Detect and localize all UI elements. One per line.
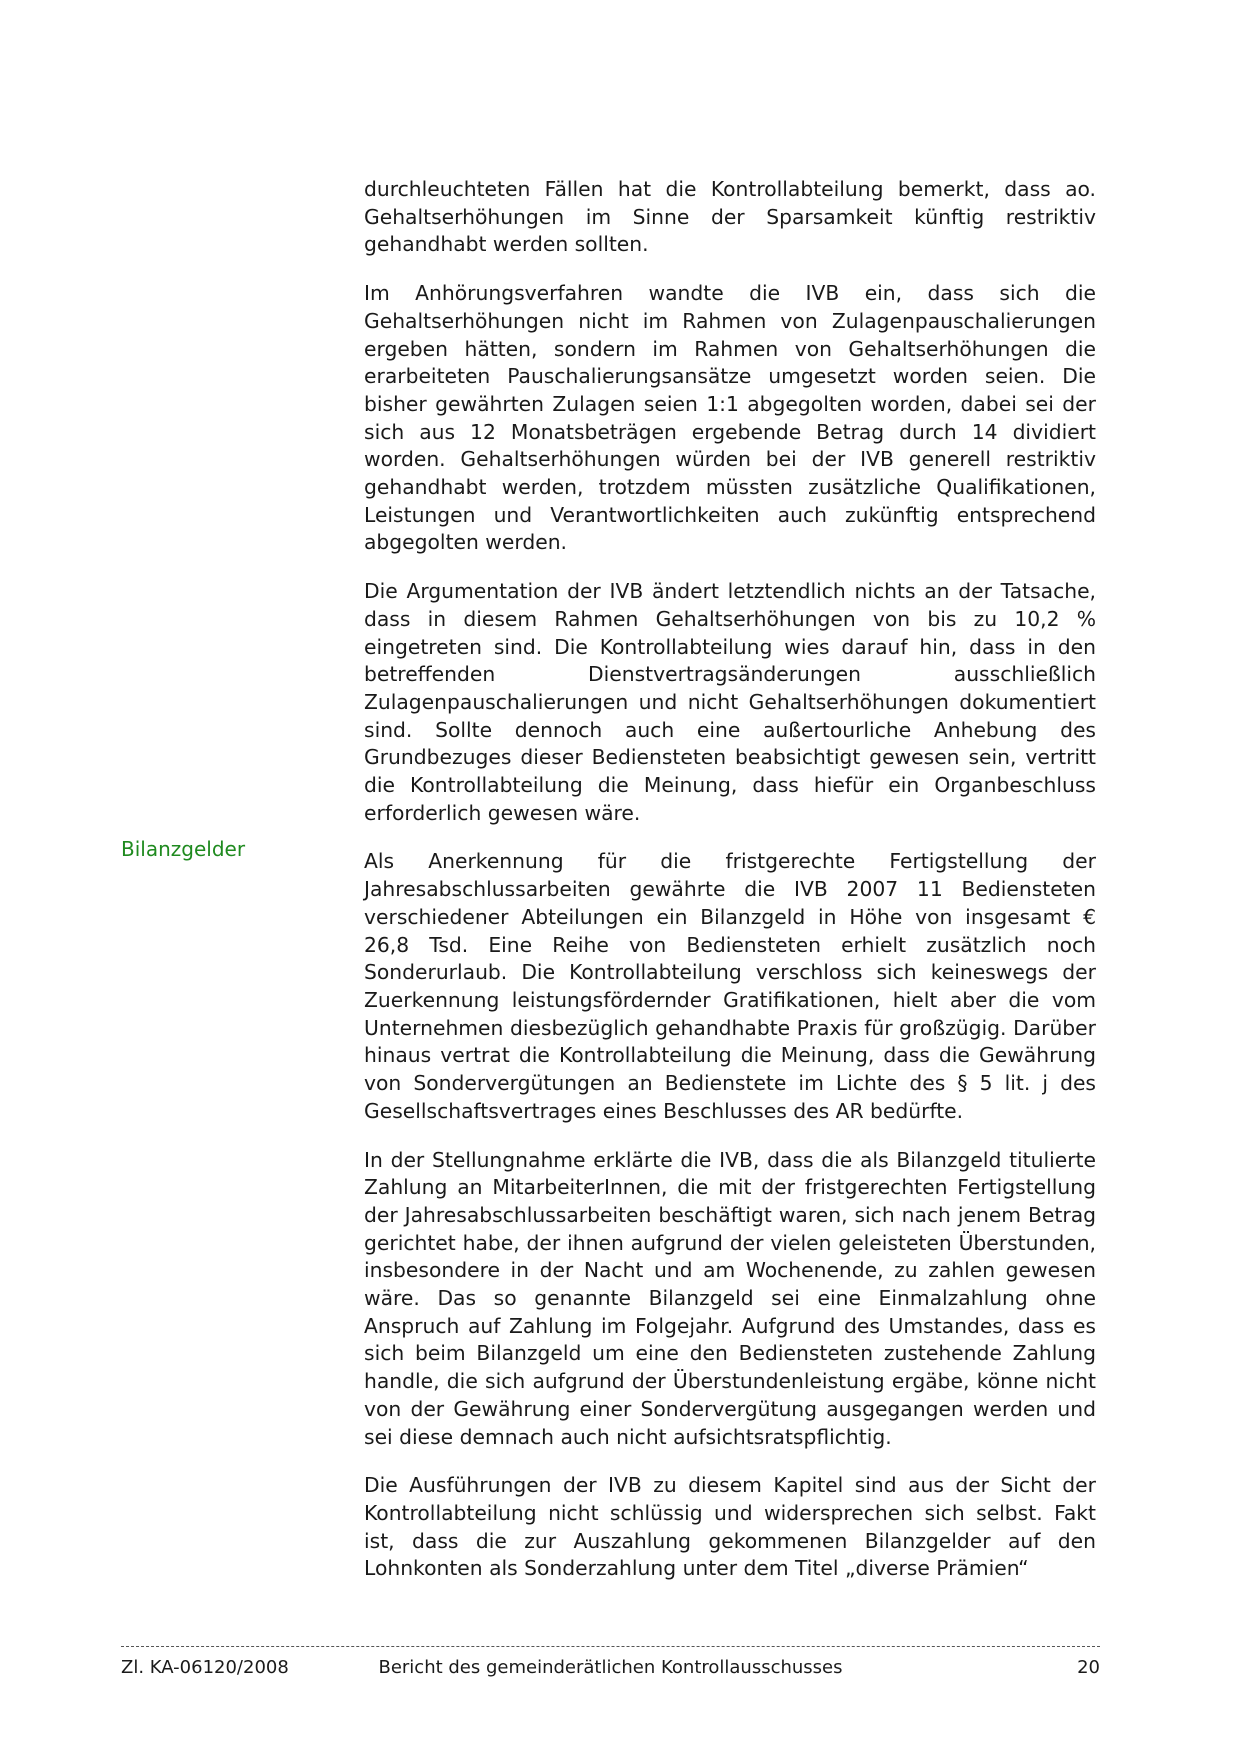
footer-divider [121, 1646, 1100, 1647]
paragraph-2: Im Anhörungsverfahren wandte die IVB ein, dass sich die Gehaltserhöhungen nicht im Rahmen von Zulagenpauschalierungen ergeben hätten, sondern im Rahmen von Gehaltserhöhungen die erarbeiteten Pauschalierungsansätze umgesetzt worden seien. Die bisher gewährten Zulagen seien 1:1 abgegolten worden, dabei sei der sich aus 12 Monatsbeträgen ergebende Betrag durch 14 dividiert worden. Gehaltserhöhungen würden bei der IVB generell restriktiv gehandhabt werden, trotzdem müssten zusätzliche Qualifikationen, Leistungen und Verantwortlichkeiten auch zukünftig entsprechend abgegolten werden. [364, 281, 1096, 555]
page-number: 20 [1077, 1657, 1100, 1678]
paragraph-6: Die Ausführungen der IVB zu diesem Kapitel sind aus der Sicht der Kontrollabteilung nicht schlüssig und widersprechen sich selbst. Fakt ist, dass die zur Auszahlung gekommenen Bilanzgelder auf den Lohnkonten als Sonderzahlung unter dem Titel „diverse Prämien“ [364, 1473, 1096, 1581]
paragraph-4: Als Anerkennung für die fristgerechte Fertigstellung der Jahresabschlussarbeiten gewährte die IVB 2007 11 Bediensteten verschiedener Abteilungen ein Bilanzgeld in Höhe von insgesamt € 26,8 Tsd. Eine Reihe von Bediensteten erhielt zusätzlich noch Sonderurlaub. Die Kontrollabteilung verschloss sich keineswegs der Zuerkennung leistungsfördernder Gratifikationen, hielt aber die vom Unternehmen diesbezüglich gehandhabte Praxis für großzügig. Darüber hinaus vertrat die Kontrollabteilung die Meinung, dass die Gewährung von Sondervergütungen an Bedienstete im Lichte des § 5 lit. j des Gesellschaftsvertrages eines Beschlusses des AR bedürfte. [364, 849, 1096, 1123]
paragraph-3: Die Argumentation der IVB ändert letztendlich nichts an der Tatsache, dass in diesem Rahmen Gehaltserhöhungen von bis zu 10,2 % eingetreten sind. Die Kontrollabteilung wies darauf hin, dass in den betreffenden Dienstvertragsänderungen ausschließlich Zulagenpauschalierungen und nicht Gehaltserhöhungen dokumentiert sind. Sollte dennoch auch eine außertourliche Anhebung des Grundbezuges dieser Bediensteten beabsichtigt gewesen sein, vertritt die Kontrollabteilung die Meinung, dass hiefür ein Organbeschluss erforderlich gewesen wäre. [364, 579, 1096, 825]
margin-heading-bilanzgelder: Bilanzgelder [121, 837, 246, 861]
paragraph-5: In der Stellungnahme erklärte die IVB, dass die als Bilanzgeld titulierte Zahlung an MitarbeiterInnen, die mit der fristgerechten Fertigstellung der Jahresabschlussarbeiten beschäftigt waren, sich nach jenem Betrag gerichtet habe, der ihnen aufgrund der vielen geleisteten Überstunden, insbesondere in der Nacht und am Wochenende, zu zahlen gewesen wäre. Das so genannte Bilanzgeld sei eine Einmalzahlung ohne Anspruch auf Zahlung im Folgejahr. Aufgrund des Umstandes, dass es sich beim Bilanzgeld um eine den Bediensteten zustehende Zahlung handle, die sich aufgrund der Überstundenleistung ergäbe, könne nicht von der Gewährung einer Sondervergütung ausgegangen werden und sei diese demnach auch nicht aufsichtsratspflichtig. [364, 1147, 1096, 1449]
footer-title: Bericht des gemeinderätlichen Kontrollausschusses [378, 1657, 843, 1678]
footer-reference: Zl. KA-06120/2008 [121, 1657, 289, 1678]
main-text-column [364, 176, 1096, 1604]
paragraph-1: durchleuchteten Fällen hat die Kontrollabteilung bemerkt, dass ao. Gehaltserhöhungen im Sinne der Sparsamkeit künftig restriktiv gehandhabt werden sollten. [364, 177, 1096, 257]
